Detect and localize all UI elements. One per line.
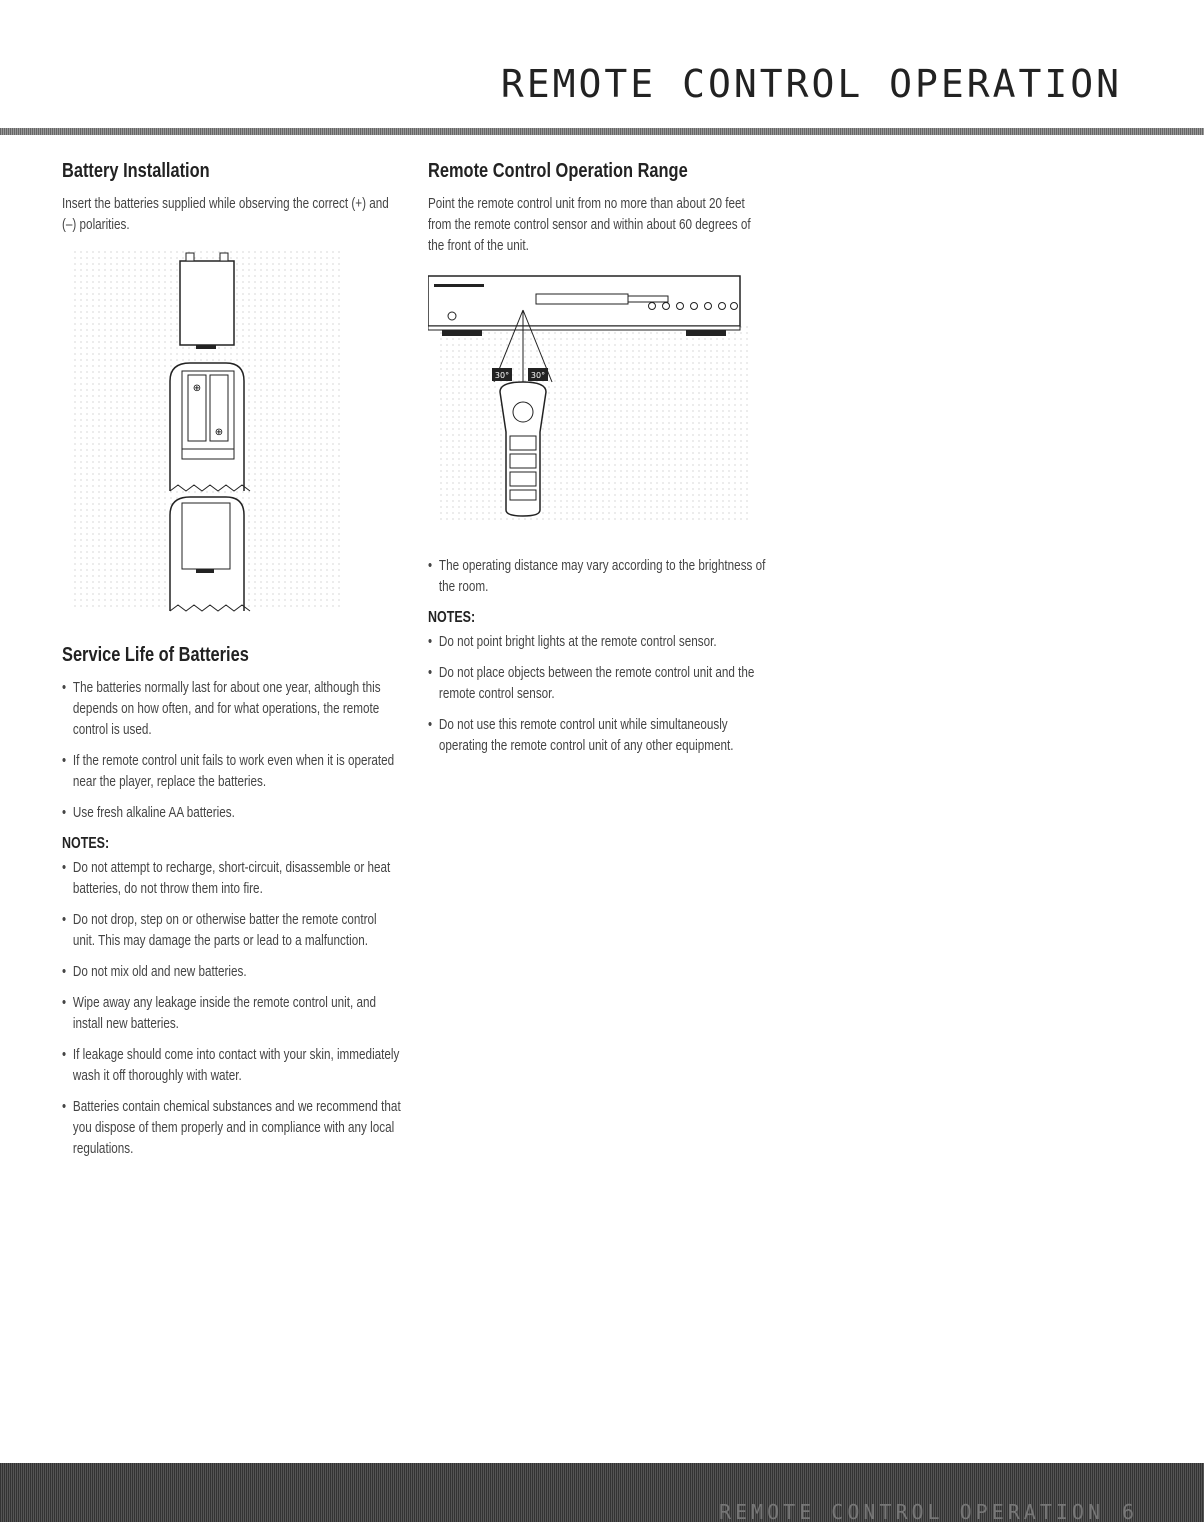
list-item: • Wipe away any leakage inside the remote control unit, and install new batteries.	[62, 992, 401, 1034]
list-item: • Do not point bright lights at the remote control sensor.	[428, 631, 767, 652]
right-column	[428, 160, 768, 766]
battery-illustration	[62, 251, 352, 621]
list-item: • Do not mix old and new batteries.	[62, 961, 401, 982]
list-item: • Use fresh alkaline AA batteries.	[62, 802, 401, 823]
operation-range-illustration	[428, 272, 748, 532]
service-life-notes-heading: NOTES:	[62, 835, 110, 852]
operation-range-figure	[428, 272, 768, 537]
left-column	[62, 160, 402, 1169]
operation-range-notes-heading: NOTES:	[428, 609, 476, 626]
battery-installation-heading: Battery Installation	[62, 160, 210, 182]
service-life-heading: Service Life of Batteries	[62, 644, 249, 666]
list-item: • Batteries contain chemical substances and we recommend that you dispose of them properly and in compliance with any local regulations.	[62, 1096, 401, 1159]
list-item: • The batteries normally last for about one year, although this depends on how often, and for what operations, the remote control is used.	[62, 677, 401, 740]
svg-text:⊕: ⊕	[192, 383, 202, 394]
list-item: • If the remote control unit fails to work even when it is operated near the player, replace the batteries.	[62, 750, 401, 792]
angle-left-label: 30°	[494, 371, 510, 380]
list-item: • Do not drop, step on or otherwise batter the remote control unit. This may damage the parts or lead to a malfunction.	[62, 909, 401, 951]
list-item: • If leakage should come into contact with your skin, immediately wash it off thoroughly with water.	[62, 1044, 401, 1086]
list-item: • Do not attempt to recharge, short-circuit, disassemble or heat batteries, do not throw them into fire.	[62, 857, 401, 899]
page-title: REMOTE CONTROL OPERATION	[500, 62, 1122, 106]
service-life-notes-list	[62, 857, 401, 1159]
list-item: • The operating distance may vary according to the brightness of the room.	[428, 555, 767, 597]
page-number: 6	[1121, 1500, 1134, 1524]
header-rule	[0, 128, 1204, 135]
list-item: • Do not use this remote control unit while simultaneously operating the remote control unit of any other equipment.	[428, 714, 767, 756]
battery-installation-text: Insert the batteries supplied while observing the correct (+) and (–) polarities.	[62, 195, 389, 233]
list-item: • Do not place objects between the remote control unit and the remote control sensor.	[428, 662, 767, 704]
svg-text:⊕: ⊕	[214, 427, 224, 438]
angle-right-label: 30°	[530, 371, 546, 380]
operation-range-text: Point the remote control unit from no more than about 20 feet from the remote control sensor and within about 60 degrees of the front of the unit.	[428, 195, 751, 254]
operation-range-heading: Remote Control Operation Range	[428, 160, 688, 182]
operation-range-list	[428, 555, 767, 597]
battery-installation-figure	[62, 251, 402, 626]
service-life-list	[62, 677, 401, 823]
operation-range-notes-list	[428, 631, 767, 756]
footer-section-label: REMOTE CONTROL OPERATION	[719, 1500, 1104, 1524]
